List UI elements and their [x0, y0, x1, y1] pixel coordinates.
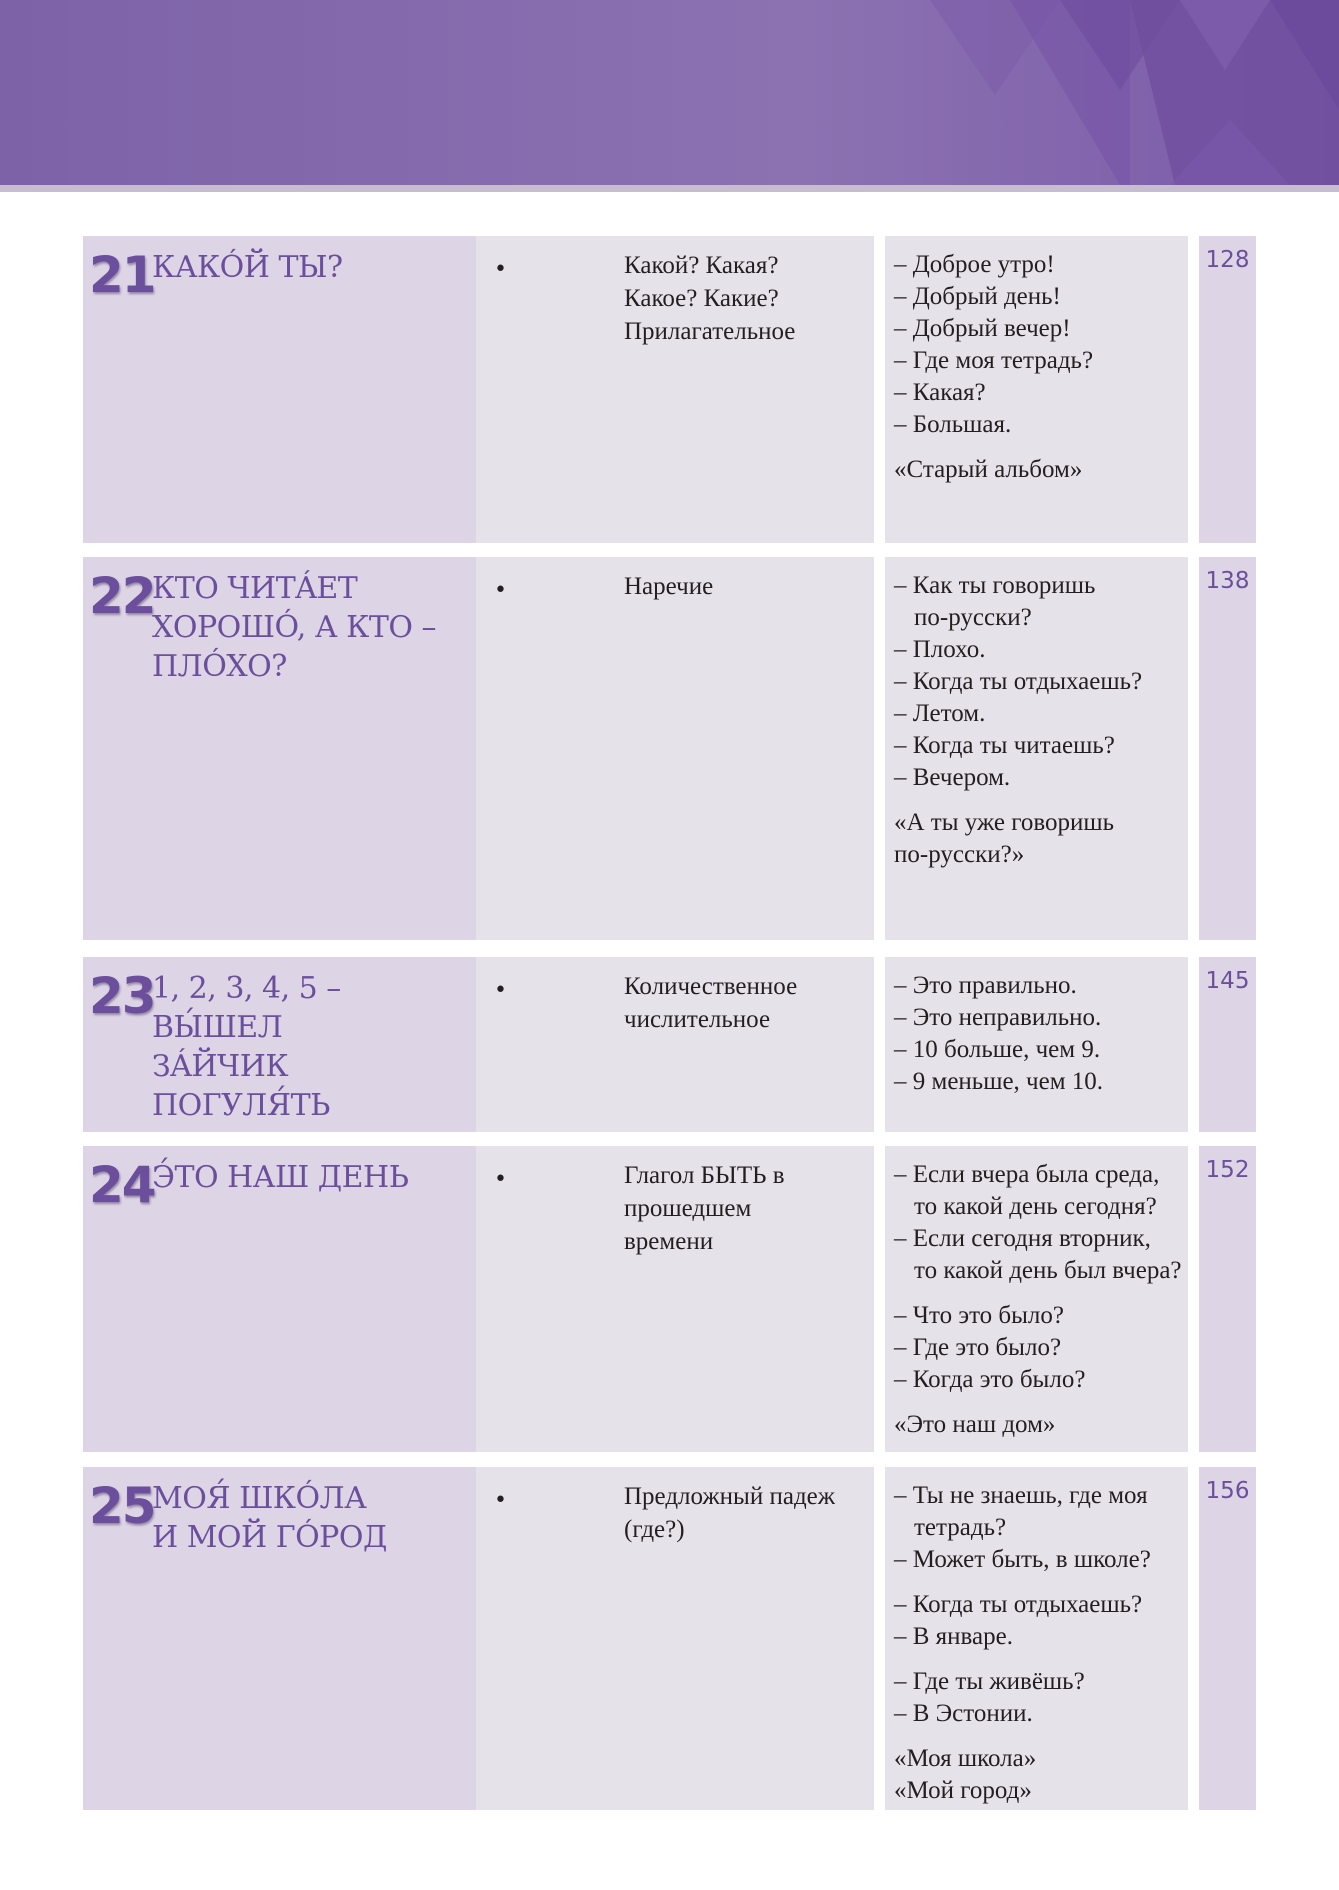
- lesson-title-cell: [83, 557, 476, 940]
- phrase-line: – Может быть, в школе?: [894, 1546, 1151, 1573]
- lesson-number: 23: [89, 967, 155, 1025]
- lesson-title-cell: [83, 1146, 476, 1452]
- page-number-cell: [1199, 957, 1256, 1132]
- phrase-line: – 10 больше, чем 9.: [894, 1036, 1101, 1063]
- page-number: 138: [1205, 568, 1250, 594]
- lesson-title-cell: [83, 236, 476, 543]
- bullet-icon: •: [494, 1167, 507, 1192]
- phrases-cell: [885, 1467, 1188, 1810]
- phrase-group: [894, 970, 1188, 1098]
- phrase-line: – Большая.: [894, 411, 1012, 438]
- grammar-cell: [476, 1146, 874, 1452]
- phrase-line: тетрадь?: [914, 1514, 1007, 1541]
- page-number-cell: [1199, 1146, 1256, 1452]
- phrase-line: – Когда ты отдыхаешь?: [894, 668, 1143, 695]
- grammar-cell: [476, 957, 874, 1132]
- phrase-line: – Летом.: [894, 700, 986, 727]
- phrase-line: – В Эстонии.: [894, 1700, 1033, 1727]
- phrase-line: – Ты не знаешь, где моя: [894, 1482, 1148, 1509]
- phrase-line: «Это наш дом»: [894, 1411, 1056, 1438]
- phrase-group: [894, 1666, 1188, 1730]
- lesson-title: КАКÓЙ ТЫ?: [152, 250, 343, 285]
- phrase-line: – Добрый вечер!: [894, 315, 1071, 342]
- phrase-line: – Что это было?: [894, 1302, 1065, 1329]
- grammar-topic: Количественное числительное: [624, 973, 798, 1033]
- phrase-line: – Доброе утро!: [894, 251, 1055, 278]
- lesson-number: 24: [89, 1156, 155, 1214]
- triangle-decoration-icon: [0, 0, 1339, 185]
- phrase-line: «Моя школа»: [894, 1745, 1037, 1772]
- phrase-line: – Где моя тетрадь?: [894, 347, 1094, 374]
- phrase-list: [894, 1480, 1188, 1820]
- lesson-row: [83, 1146, 1256, 1452]
- lesson-title-cell: [83, 957, 476, 1132]
- lesson-title: 1, 2, 3, 4, 5 – ВЫ́ШЕЛ ЗÁЙЧИК ПОГУЛЯ́ТЬ: [152, 971, 341, 1123]
- phrase-line: «Мой город»: [894, 1777, 1032, 1804]
- grammar-topic: Какой? Какая? Какое? Какие? Прилагательное: [624, 252, 796, 345]
- phrase-line: – Это правильно.: [894, 972, 1077, 999]
- lesson-number: 25: [89, 1477, 155, 1535]
- page-number-cell: [1199, 236, 1256, 543]
- page-number-cell: [1199, 557, 1256, 940]
- grammar-topic: Предложный падеж (где?): [624, 1483, 836, 1543]
- phrase-group: [894, 1589, 1188, 1653]
- phrase-line: то какой день был вчера?: [914, 1257, 1182, 1284]
- phrase-line: – Вечером.: [894, 764, 1011, 791]
- phrase-line: по-русски?: [914, 604, 1032, 631]
- phrase-group: [894, 570, 1188, 794]
- phrase-group: [894, 1159, 1188, 1287]
- phrase-group: [894, 1300, 1188, 1396]
- phrase-line: «А ты уже говоришь: [894, 809, 1115, 836]
- bullet-icon: •: [494, 1488, 507, 1513]
- phrase-list: [894, 1159, 1188, 1454]
- lesson-title: МОЯ́ ШКÓЛА И МОЙ ГÓРОД: [152, 1481, 387, 1555]
- grammar-cell: [476, 1467, 874, 1810]
- phrases-cell: [885, 1146, 1188, 1452]
- lesson-title: КТО ЧИТÁЕТ ХОРОШÓ, А КТО – ПЛÓХО?: [152, 571, 436, 684]
- lesson-number: 22: [89, 567, 155, 625]
- phrase-line: – Где ты живёшь?: [894, 1668, 1085, 1695]
- lesson-row: [83, 236, 1256, 543]
- bullet-icon: •: [494, 578, 507, 603]
- phrase-group: [894, 807, 1188, 871]
- phrases-cell: [885, 557, 1188, 940]
- phrases-cell: [885, 957, 1188, 1132]
- phrase-line: по-русски?»: [894, 841, 1025, 868]
- grammar-topic: Наречие: [624, 573, 714, 600]
- page-number: 152: [1205, 1157, 1250, 1183]
- header-band: [0, 0, 1339, 185]
- phrase-list: [894, 249, 1188, 499]
- lesson-number: 21: [89, 246, 155, 304]
- phrase-group: [894, 1480, 1188, 1576]
- lesson-row: [83, 557, 1256, 940]
- phrase-line: – Когда ты отдыхаешь?: [894, 1591, 1143, 1618]
- page-number: 156: [1205, 1478, 1250, 1504]
- phrase-group: [894, 249, 1188, 441]
- phrase-line: – Как ты говоришь: [894, 572, 1096, 599]
- phrase-list: [894, 970, 1188, 1111]
- phrase-line: – Если вчера была среда,: [894, 1161, 1160, 1188]
- lesson-title: Э́ТО НАШ ДЕНЬ: [152, 1160, 409, 1195]
- phrase-list: [894, 570, 1188, 884]
- lesson-row: [83, 1467, 1256, 1810]
- phrase-line: – В январе.: [894, 1623, 1013, 1650]
- phrase-line: – 9 меньше, чем 10.: [894, 1068, 1104, 1095]
- bullet-icon: •: [494, 978, 507, 1003]
- phrase-line: «Старый альбом»: [894, 456, 1083, 483]
- page-number: 145: [1205, 968, 1250, 994]
- phrase-group: [894, 454, 1188, 486]
- phrase-line: – Когда это было?: [894, 1366, 1086, 1393]
- phrase-group: [894, 1743, 1188, 1807]
- page-number-cell: [1199, 1467, 1256, 1810]
- grammar-cell: [476, 557, 874, 940]
- grammar-cell: [476, 236, 874, 543]
- lesson-title-cell: [83, 1467, 476, 1810]
- phrase-line: – Когда ты читаешь?: [894, 732, 1115, 759]
- phrase-line: – Где это было?: [894, 1334, 1062, 1361]
- grammar-topic: Глагол БЫТЬ в прошедшем времени: [624, 1162, 785, 1255]
- phrase-line: – Плохо.: [894, 636, 986, 663]
- bullet-icon: •: [494, 257, 507, 282]
- phrase-line: то какой день сегодня?: [914, 1193, 1157, 1220]
- phrase-line: – Добрый день!: [894, 283, 1061, 310]
- header-rule: [0, 185, 1339, 192]
- phrase-line: – Какая?: [894, 379, 986, 406]
- phrase-line: – Это неправильно.: [894, 1004, 1102, 1031]
- phrase-group: [894, 1409, 1188, 1441]
- phrases-cell: [885, 236, 1188, 543]
- page-number: 128: [1205, 247, 1250, 273]
- lesson-row: [83, 957, 1256, 1132]
- phrase-line: – Если сегодня вторник,: [894, 1225, 1151, 1252]
